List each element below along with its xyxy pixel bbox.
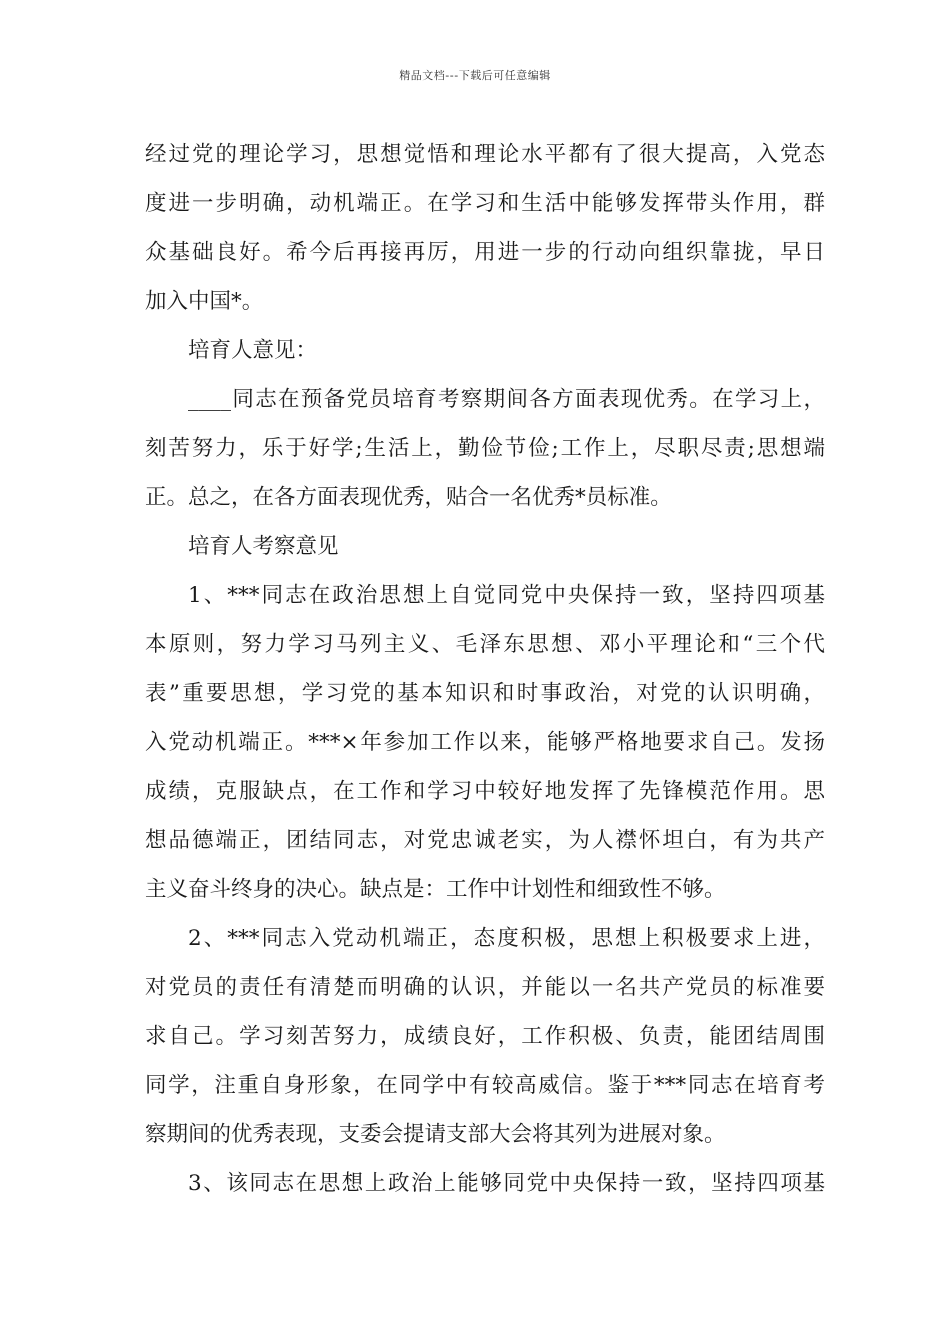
text-line: 3、该同志在思想上政治上能够同党中央保持一致，坚持四项基 [188, 1171, 825, 1196]
text-line: 本原则，努力学习马列主义、毛泽东思想、邓小平理论和“三个代 [145, 632, 825, 657]
text-line: 加入中国*。 [145, 289, 264, 314]
page-header: 精品文档---下载后可任意编辑 [399, 69, 551, 82]
section-heading: 培育人意见： [188, 338, 318, 363]
text-line: 度进一步明确，动机端正。在学习和生活中能够发挥带头作用，群 [145, 191, 825, 216]
text-line: 表”重要思想，学习党的基本知识和时事政治，对党的认识明确， [145, 681, 825, 706]
text-line: 2、***同志入党动机端正，态度积极，思想上积极要求上进， [188, 926, 825, 951]
text-line: 求自己。学习刻苦努力，成绩良好，工作积极、负责，能团结周围 [145, 1024, 825, 1049]
text-line: 对党员的责任有清楚而明确的认识，并能以一名共产党员的标准要 [145, 975, 825, 1000]
text-line: 正。总之，在各方面表现优秀，贴合一名优秀*员标准。 [145, 485, 672, 510]
text-line: 同学，注重自身形象，在同学中有较高威信。鉴于***同志在培育考 [145, 1073, 825, 1098]
document-body [145, 130, 825, 1208]
section-heading: 培育人考察意见 [188, 534, 339, 559]
text-line: 察期间的优秀表现，支委会提请支部大会将其列为进展对象。 [145, 1122, 726, 1147]
text-line: 经过党的理论学习，思想觉悟和理论水平都有了很大提高，入党态 [145, 142, 825, 167]
text-line: 入党动机端正。***×年参加工作以来，能够严格地要求自己。发扬 [145, 730, 825, 755]
text-line: ____同志在预备党员培育考察期间各方面表现优秀。在学习上， [188, 387, 825, 412]
text-line: 众基础良好。希今后再接再厉，用进一步的行动向组织靠拢，早日 [145, 240, 825, 265]
text-line: 成绩，克服缺点，在工作和学习中较好地发挥了先锋模范作用。思 [145, 779, 825, 804]
text-line: 想品德端正，团结同志，对党忠诚老实，为人襟怀坦白，有为共产 [145, 828, 825, 853]
text-line: 1、***同志在政治思想上自觉同党中央保持一致，坚持四项基 [188, 583, 825, 608]
text-line: 刻苦努力，乐于好学;生活上，勤俭节俭;工作上，尽职尽责;思想端 [145, 436, 825, 461]
text-line: 主义奋斗终身的决心。缺点是：工作中计划性和细致性不够。 [145, 877, 726, 902]
